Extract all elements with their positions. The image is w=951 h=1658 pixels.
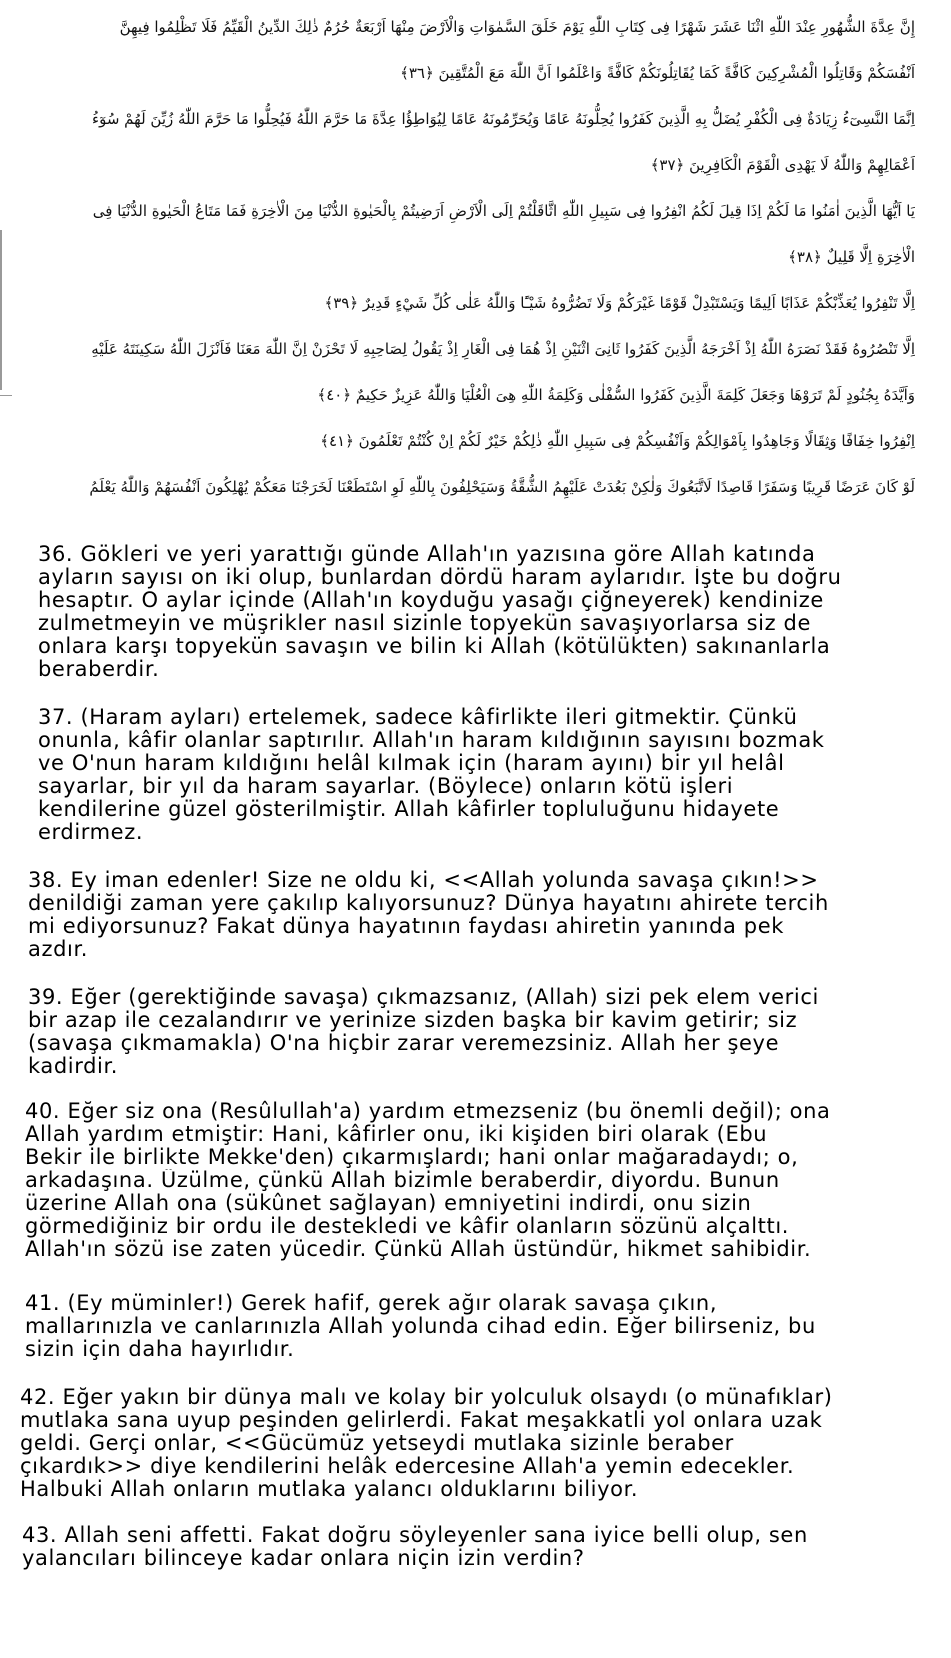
arabic-text-block bbox=[30, 4, 915, 512]
margin-line bbox=[0, 230, 2, 390]
arabic-line: الْاٰخِرَةِ اِلَّا قَلِيلٌ ﴿٣٨﴾ bbox=[788, 248, 915, 266]
arabic-line: يَا اَيُّهَا الَّذِينَ اٰمَنُوا مَا لَكُمْ اِذَا قِيلَ لَكُمُ انْفِرُوا فِى سَبِيلِ اللّٰهِ اثَّاقَلْتُمْ اِلَى الْاَرْضِ اَرَضِيتُمْ بِالْحَيٰوةِ الدُّنْيَا مِنَ الْاٰخِرَةِ فَمَا مَتَاعُ الْحَيٰوةِ الدُّنْيَا فِى bbox=[92, 202, 915, 220]
verse-line: ayların sayısı on iki olup, bunlardan dördü haram aylarıdır. İşte bu doğru bbox=[38, 566, 842, 589]
arabic-line: اِلَّا تَنْصُرُوهُ فَقَدْ نَصَرَهُ اللّٰهُ اِذْ اَخْرَجَهُ الَّذِينَ كَفَرُوا ثَانِىَ اثْنَيْنِ اِذْ هُمَا فِى الْغَارِ اِذْ يَقُولُ لِصَاحِبِهِ لَا تَحْزَنْ اِنَّ اللّٰهَ مَعَنَا فَاَنْزَلَ اللّٰهُ سَكِينَتَهُ عَلَيْهِ bbox=[91, 340, 915, 358]
verse-line: onlara karşı topyekün savaşın ve bilin ki Allah (kötülükten) sakınanlarla bbox=[38, 635, 831, 658]
arabic-line: اِنْفِرُوا خِفَافًا وَثِقَالًا وَجَاهِدُوا بِاَمْوَالِكُمْ وَاَنْفُسِكُمْ فِى سَبِيلِ اللّٰهِ ذٰلِكُمْ خَيْرٌ لَكُمْ اِنْ كُنْتُمْ تَعْلَمُونَ ﴿٤١﴾ bbox=[320, 432, 915, 450]
verse-line: hesaptır. O aylar içinde (Allah'ın koyduğu yasağı çiğneyerek) kendinize bbox=[38, 589, 824, 612]
verse-line: Allah yardım etmiştir: Hani, kâfirler onu, iki kişiden biri olarak (Ebu bbox=[25, 1123, 768, 1146]
verse-line: 41. (Ey müminler!) Gerek hafif, gerek ağır olarak savaşa çıkın, bbox=[25, 1292, 718, 1315]
verse-line: mi ediyorsunuz? Fakat dünya hayatının faydası ahiretin yanında pek bbox=[28, 915, 784, 938]
verse-line: arkadaşına. Üzülme, çünkü Allah bizimle beraberdir, diyordu. Bunun bbox=[25, 1169, 780, 1192]
verse-line: üzerine Allah ona (sükûnet sağlayan) emniyetini indirdi, onu sizin bbox=[25, 1192, 752, 1215]
verse-line: (savaşa çıkmamakla) O'na hiçbir zarar veremezsiniz. Allah her şeye bbox=[28, 1032, 780, 1055]
verse-line: 40. Eğer siz ona (Resûlullah'a) yardım etmezseniz (bu önemli değil); ona bbox=[25, 1100, 831, 1123]
verse-line: 38. Ey iman edenler! Size ne oldu ki, <<Allah yolunda savaşa çıkın!>> bbox=[28, 869, 819, 892]
verse-line: çıkardık>> diye kendilerini helâk edercesine Allah'a yemin edecekler. bbox=[20, 1455, 795, 1478]
verse-36 bbox=[38, 543, 910, 681]
verse-39 bbox=[28, 986, 894, 1078]
verse-line: denildiği zaman yere çakılıp kalıyorsunuz? Dünya hayatını ahirete tercih bbox=[28, 892, 829, 915]
verse-line: 42. Eğer yakın bir dünya malı ve kolay bir yolculuk olsaydı (o münafıklar) bbox=[20, 1386, 833, 1409]
verse-line: bir azap ile cezalandırır ve yerinize sizden başka bir kavim getirir; siz bbox=[28, 1009, 798, 1032]
arabic-line: اَنْفُسَكُمْ وَقَاتِلُوا الْمُشْرِكِينَ كَافَّةً كَمَا يُقَاتِلُونَكُمْ كَافَّةً وَاعْلَمُوا اَنَّ اللّٰهَ مَعَ الْمُتَّقِينَ ﴿٣٦﴾ bbox=[400, 64, 915, 82]
verse-line: 43. Allah seni affetti. Fakat doğru söyleyenler sana iyice belli olup, sen bbox=[22, 1524, 808, 1547]
margin-tick bbox=[0, 395, 12, 396]
verse-line: kendilerine güzel gösterilmiştir. Allah kâfirler topluluğunu hidayete bbox=[38, 798, 780, 821]
arabic-line: وَاَيَّدَهُ بِجُنُودٍ لَمْ تَرَوْهَا وَجَعَلَ كَلِمَةَ الَّذِينَ كَفَرُوا السُّفْلٰى وَكَلِمَةُ اللّٰهِ هِىَ الْعُلْيَا وَاللّٰهُ عَزِيزٌ حَكِيمٌ ﴿٤٠﴾ bbox=[317, 386, 915, 404]
arabic-line: اِنَّمَا النَّسِىٓءُ زِيَادَةٌ فِى الْكُفْرِ يُضَلُّ بِهِ الَّذِينَ كَفَرُوا يُحِلُّونَهُ عَامًا وَيُحَرِّمُونَهُ عَامًا لِيُوَاطِؤُا عِدَّةَ مَا حَرَّمَ اللّٰهُ فَيُحِلُّوا مَا حَرَّمَ اللّٰهُ زُيِّنَ لَهُمْ سُوٓءُ bbox=[92, 110, 915, 128]
verse-line: Bekir ile birlikte Mekke'den) çıkarmışlardı; hani onlar mağaradaydı; o, bbox=[25, 1146, 799, 1169]
verse-41 bbox=[25, 1292, 905, 1361]
verse-line: sayarlar, bir yıl da haram sayarlar. (Böylece) onların kötü işleri bbox=[38, 775, 734, 798]
verse-line: sizin için daha hayırlıdır. bbox=[25, 1338, 295, 1361]
verse-line: mallarınızla ve canlarınızla Allah yolunda cihad edin. Eğer bilirseniz, bu bbox=[25, 1315, 816, 1338]
verse-37 bbox=[38, 706, 910, 844]
arabic-line: اَعْمَالِهِمْ وَاللّٰهُ لَا يَهْدِى الْقَوْمَ الْكَافِرِينَ ﴿٣٧﴾ bbox=[650, 156, 915, 174]
verse-line: 37. (Haram ayları) ertelemek, sadece kâfirlikte ileri gitmektir. Çünkü bbox=[38, 706, 798, 729]
verse-line: 36. Gökleri ve yeri yarattığı günde Allah'ın yazısına göre Allah katında bbox=[38, 543, 816, 566]
verse-40 bbox=[25, 1100, 905, 1261]
verse-line: ve O'nun haram kıldığını helâl kılmak için (haram ayını) bir yıl helâl bbox=[38, 752, 785, 775]
verse-line: zulmetmeyin ve müşrikler nasıl sizinle topyekün savaşıyorlarsa siz de bbox=[38, 612, 811, 635]
verse-line: 39. Eğer (gerektiğinde savaşa) çıkmazsanız, (Allah) sizi pek elem verici bbox=[28, 986, 819, 1009]
verse-line: mutlaka sana uyup peşinden gelirlerdi. Fakat meşakkatli yol onlara uzak bbox=[20, 1409, 823, 1432]
verse-line: geldi. Gerçi onlar, <<Gücümüz yetseydi mutlaka sizinle beraber bbox=[20, 1432, 734, 1455]
verse-line: Allah'ın sözü ise zaten yücedir. Çünkü Allah üstündür, hikmet sahibidir. bbox=[25, 1238, 812, 1261]
verse-line: erdirmez. bbox=[38, 821, 144, 844]
verse-43 bbox=[22, 1524, 902, 1570]
verse-line: onunla, kâfir olanlar saptırılır. Allah'ın haram kıldığının sayısını bozmak bbox=[38, 729, 825, 752]
verse-line: Halbuki Allah onların mutlaka yalancı olduklarını biliyor. bbox=[20, 1478, 639, 1501]
arabic-line: لَوْ كَانَ عَرَضًا قَرِيبًا وَسَفَرًا قَاصِدًا لَاتَّبَعُوكَ وَلٰكِنْ بَعُدَتْ عَلَيْهِمُ الشُّقَّةُ وَسَيَحْلِفُونَ بِاللّٰهِ لَوِ اسْتَطَعْنَا لَخَرَجْنَا مَعَكُمْ يُهْلِكُونَ اَنْفُسَهُمْ وَاللّٰهُ يَعْلَمُ bbox=[89, 478, 915, 496]
verse-42 bbox=[20, 1386, 900, 1501]
verse-line: kadirdir. bbox=[28, 1055, 119, 1078]
verse-line: yalancıları bilinceye kadar onlara niçin izin verdin? bbox=[22, 1547, 585, 1570]
verse-line: beraberdir. bbox=[38, 658, 160, 681]
arabic-line: اِلَّا تَنْفِرُوا يُعَذِّبْكُمْ عَذَابًا اَلِيمًا وَيَسْتَبْدِلْ قَوْمًا غَيْرَكُمْ وَلَا تَضُرُّوهُ شَيْـًٔا وَاللّٰهُ عَلٰى كُلِّ شَيْءٍ قَدِيرٌ ﴿٣٩﴾ bbox=[324, 294, 915, 312]
verse-38 bbox=[28, 869, 894, 961]
arabic-line: إِنَّ عِدَّةَ الشُّهُورِ عِنْدَ اللّٰهِ اثْنَا عَشَرَ شَهْرًا فِى كِتَابِ اللّٰهِ يَوْمَ خَلَقَ السَّمٰوَاتِ وَالْاَرْضَ مِنْهَا اَرْبَعَةٌ حُرُمٌ ذٰلِكَ الدِّينُ الْقَيِّمُ فَلَا تَظْلِمُوا فِيهِنَّ bbox=[119, 18, 915, 36]
verse-line: görmediğiniz bir ordu ile destekledi ve kâfir olanların sözünü alçalttı. bbox=[25, 1215, 790, 1238]
verse-line: azdır. bbox=[28, 938, 89, 961]
